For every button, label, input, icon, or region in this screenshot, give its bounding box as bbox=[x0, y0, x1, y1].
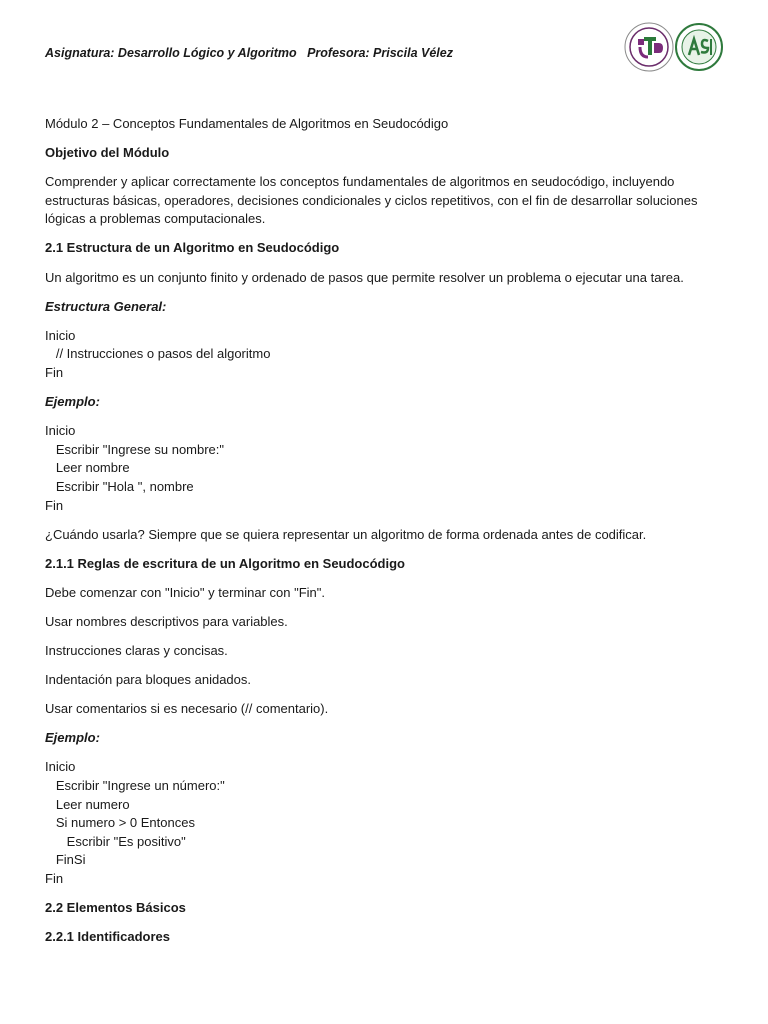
code-line: Escribir "Hola ", nombre bbox=[45, 478, 194, 494]
rules-list bbox=[45, 584, 725, 719]
code-line: Escribir "Ingrese su nombre:" bbox=[45, 441, 225, 457]
code-line: Fin bbox=[45, 870, 64, 886]
rule-item: Indentación para bloques anidados. bbox=[45, 672, 251, 688]
document-body bbox=[45, 115, 725, 957]
code-line: Escribir "Es positivo" bbox=[45, 833, 186, 849]
example-1-label: Ejemplo: bbox=[45, 394, 100, 410]
example-1-code bbox=[45, 422, 725, 515]
code-line: Inicio bbox=[45, 327, 76, 343]
objective-heading: Objetivo del Módulo bbox=[45, 145, 170, 161]
code-line: FinSi bbox=[45, 852, 86, 868]
rule-item: Usar comentarios si es necesario (// comentario). bbox=[45, 701, 329, 717]
code-line: Escribir "Ingrese un número:" bbox=[45, 777, 225, 793]
general-structure-label: Estructura General: bbox=[45, 298, 167, 314]
objective-text: Comprender y aplicar correctamente los conceptos fundamentales de algoritmos en seudocódigo, incluyendo estructuras básicas, operadores, decisiones condicionales y ciclos repetitivos, con el fin de desarrollar soluciones lógicas a problemas computacionales. bbox=[45, 174, 698, 227]
rule-item: Usar nombres descriptivos para variables. bbox=[45, 613, 288, 629]
section-2-2-1-heading: 2.2.1 Identificadores bbox=[45, 929, 170, 945]
rule-item: Debe comenzar con "Inicio" y terminar con "Fin". bbox=[45, 584, 326, 600]
module-title: Módulo 2 – Conceptos Fundamentales de Algoritmos en Seudocódigo bbox=[45, 116, 449, 131]
section-2-2-heading: 2.2 Elementos Básicos bbox=[45, 900, 186, 915]
general-structure-code bbox=[45, 327, 725, 383]
code-line: Leer numero bbox=[45, 796, 130, 812]
code-line: Inicio bbox=[45, 759, 76, 775]
when-to-use-text: ¿Cuándo usarla? Siempre que se quiera representar un algoritmo de forma ordenada antes de codificar. bbox=[45, 526, 647, 542]
code-line: Si numero > 0 Entonces bbox=[45, 815, 195, 831]
code-line: Leer nombre bbox=[45, 460, 130, 476]
code-line: Inicio bbox=[45, 423, 76, 439]
example-2-label: Ejemplo: bbox=[45, 730, 100, 746]
code-line: // Instrucciones o pasos del algoritmo bbox=[45, 346, 271, 362]
rule-item: Instrucciones claras y concisas. bbox=[45, 642, 228, 658]
section-2-1-1-heading: 2.1.1 Reglas de escritura de un Algoritmo en Seudocódigo bbox=[45, 555, 405, 571]
example-2-code bbox=[45, 758, 725, 888]
document-header: Asignatura: Desarrollo Lógico y Algoritmo Profesora: Priscila Vélez bbox=[45, 46, 453, 60]
code-line: Fin bbox=[45, 364, 64, 380]
section-2-1-heading: 2.1 Estructura de un Algoritmo en Seudocódigo bbox=[45, 240, 340, 256]
tup-logo-icon bbox=[624, 21, 724, 73]
code-line: Fin bbox=[45, 497, 64, 513]
institution-logos bbox=[624, 21, 724, 73]
section-2-1-text: Un algoritmo es un conjunto finito y ordenado de pasos que permite resolver un problema o ejecutar una tarea. bbox=[45, 269, 684, 285]
